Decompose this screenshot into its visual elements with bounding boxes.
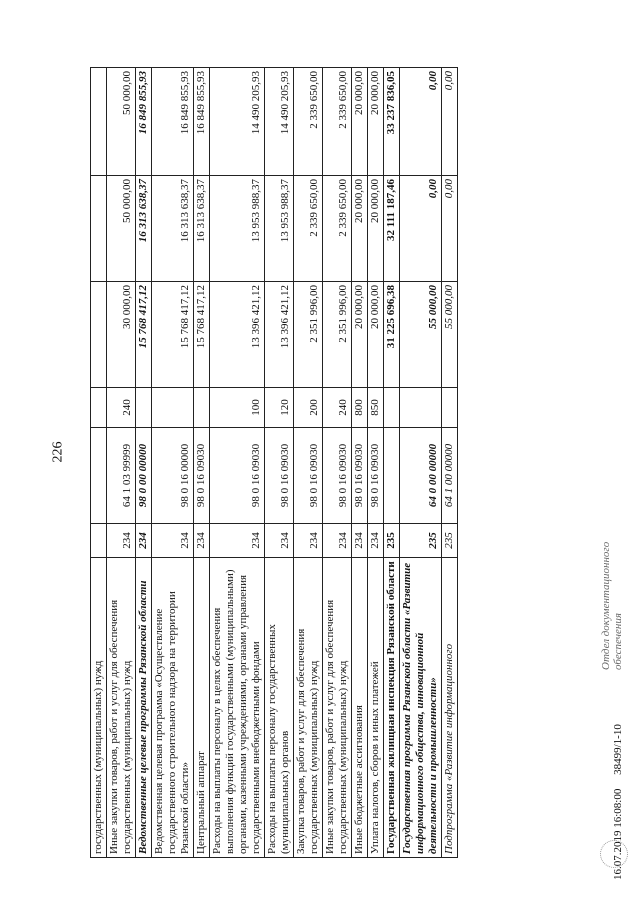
cell-csr: 98 0 16 09030 xyxy=(210,428,265,524)
cell-name: Иные закупки товаров, работ и услуг для обеспечения государственных (муниципальных) нужд xyxy=(107,558,136,858)
cell-v1 xyxy=(91,282,107,388)
cell-vr: 240 xyxy=(323,388,352,428)
cell-gr xyxy=(91,524,107,558)
cell-v2: 32 111 187,46 xyxy=(384,176,400,282)
cell-name: Уплата налогов, сборов и иных платежей xyxy=(368,558,384,858)
cell-gr: 234 xyxy=(368,524,384,558)
cell-v1: 13 396 421,12 xyxy=(265,282,294,388)
cell-csr xyxy=(384,428,400,524)
cell-v3: 20 000,00 xyxy=(352,68,368,176)
table-row xyxy=(442,68,458,858)
stamp-line-2: обеспечения xyxy=(612,613,624,670)
cell-v1: 15 768 417,12 xyxy=(152,282,194,388)
cell-v3: 2 339 650,00 xyxy=(323,68,352,176)
cell-v1: 15 768 417,12 xyxy=(136,282,152,388)
footer-date: 16.07.2019 16:08:00 xyxy=(612,788,624,880)
cell-gr: 234 xyxy=(136,524,152,558)
cell-v2: 0,00 xyxy=(400,176,442,282)
cell-v3: 0,00 xyxy=(442,68,458,176)
cell-csr: 98 0 16 09030 xyxy=(294,428,323,524)
table-row xyxy=(323,68,352,858)
cell-v3: 16 849 855,93 xyxy=(194,68,210,176)
stamp-line-1: Отдел документационного xyxy=(600,541,612,670)
cell-gr: 234 xyxy=(152,524,194,558)
cell-csr: 64 0 00 00000 xyxy=(400,428,442,524)
cell-vr xyxy=(400,388,442,428)
cell-vr xyxy=(91,388,107,428)
cell-v1: 2 351 996,00 xyxy=(323,282,352,388)
cell-v3 xyxy=(91,68,107,176)
table-row xyxy=(107,68,136,858)
cell-gr: 234 xyxy=(210,524,265,558)
cell-v3: 2 339 650,00 xyxy=(294,68,323,176)
table-row xyxy=(91,68,107,858)
cell-name: Иные бюджетные ассигнования xyxy=(352,558,368,858)
cell-v1: 20 000,00 xyxy=(368,282,384,388)
table-row xyxy=(136,68,152,858)
cell-name: Расходы на выплаты персоналу государственных (муниципальных) органов xyxy=(265,558,294,858)
cell-v3: 14 490 205,93 xyxy=(265,68,294,176)
footer-doc-id: 38499/1-10 xyxy=(612,724,624,775)
cell-csr: 64 1 03 99999 xyxy=(107,428,136,524)
cell-v2: 13 953 988,37 xyxy=(210,176,265,282)
cell-csr: 98 0 16 09030 xyxy=(352,428,368,524)
cell-name: Закупка товаров, работ и услуг для обеспечения государственных (муниципальных) нужд xyxy=(294,558,323,858)
cell-vr: 100 xyxy=(210,388,265,428)
cell-v2: 16 313 638,37 xyxy=(136,176,152,282)
table-row xyxy=(210,68,265,858)
table-row xyxy=(265,68,294,858)
cell-csr xyxy=(91,428,107,524)
cell-v3: 14 490 205,93 xyxy=(210,68,265,176)
cell-v3: 20 000,00 xyxy=(368,68,384,176)
table-row xyxy=(352,68,368,858)
cell-v2: 0,00 xyxy=(442,176,458,282)
cell-v1: 15 768 417,12 xyxy=(194,282,210,388)
cell-name: Подпрограмма «Развитие информационного xyxy=(442,558,458,858)
cell-v1: 31 225 696,38 xyxy=(384,282,400,388)
cell-vr xyxy=(136,388,152,428)
cell-v3: 0,00 xyxy=(400,68,442,176)
cell-v1: 13 396 421,12 xyxy=(210,282,265,388)
cell-vr: 240 xyxy=(107,388,136,428)
page-number: 226 xyxy=(50,441,66,463)
cell-vr: 800 xyxy=(352,388,368,428)
cell-name: Центральный аппарат xyxy=(194,558,210,858)
cell-v2: 50 000,00 xyxy=(107,176,136,282)
cell-v2: 16 313 638,37 xyxy=(194,176,210,282)
cell-name: государственных (муниципальных) нужд xyxy=(91,558,107,858)
cell-v2: 2 339 650,00 xyxy=(323,176,352,282)
cell-v2: 13 953 988,37 xyxy=(265,176,294,282)
cell-v1: 30 000,00 xyxy=(107,282,136,388)
budget-table-rotated xyxy=(90,68,540,858)
cell-v2 xyxy=(91,176,107,282)
cell-gr: 234 xyxy=(107,524,136,558)
cell-v3: 16 849 855,93 xyxy=(136,68,152,176)
cell-gr: 234 xyxy=(323,524,352,558)
budget-table xyxy=(90,67,458,858)
cell-v3: 50 000,00 xyxy=(107,68,136,176)
cell-name: Ведомственные целевые программы Рязанской области xyxy=(136,558,152,858)
cell-v2: 16 313 638,37 xyxy=(152,176,194,282)
cell-vr: 120 xyxy=(265,388,294,428)
cell-name: Ведомственная целевая программа «Осуществление государственного строительного надзора на территории Рязанской области» xyxy=(152,558,194,858)
table-row xyxy=(194,68,210,858)
cell-v1: 2 351 996,00 xyxy=(294,282,323,388)
cell-vr xyxy=(442,388,458,428)
cell-name: Государственная программа Рязанской области «Развитие информационного общества, инновационной деятельности и промышленности» xyxy=(400,558,442,858)
cell-csr: 98 0 16 09030 xyxy=(265,428,294,524)
cell-vr: 200 xyxy=(294,388,323,428)
cell-name: Расходы на выплаты персоналу в целях обеспечения выполнения функций государственными (муниципальными) органами, казенными учреждениями, органами управления государственными внебюджетными фондами xyxy=(210,558,265,858)
table-row xyxy=(152,68,194,858)
cell-csr: 98 0 00 00000 xyxy=(136,428,152,524)
table-row xyxy=(368,68,384,858)
cell-csr: 98 0 16 00000 xyxy=(152,428,194,524)
cell-v3: 16 849 855,93 xyxy=(152,68,194,176)
table-row xyxy=(294,68,323,858)
cell-gr: 234 xyxy=(294,524,323,558)
cell-csr: 98 0 16 09030 xyxy=(323,428,352,524)
table-row xyxy=(400,68,442,858)
cell-v1: 55 000,00 xyxy=(400,282,442,388)
footer xyxy=(612,724,624,880)
cell-csr: 98 0 16 09030 xyxy=(194,428,210,524)
cell-v3: 33 237 836,05 xyxy=(384,68,400,176)
table-row xyxy=(384,68,400,858)
cell-v2: 2 339 650,00 xyxy=(294,176,323,282)
cell-name: Государственная жилищная инспекция Рязанской области xyxy=(384,558,400,858)
cell-vr: 850 xyxy=(368,388,384,428)
cell-v2: 20 000,00 xyxy=(352,176,368,282)
cell-gr: 235 xyxy=(400,524,442,558)
cell-csr: 98 0 16 09030 xyxy=(368,428,384,524)
cell-name: Иные закупки товаров, работ и услуг для обеспечения государственных (муниципальных) нужд xyxy=(323,558,352,858)
cell-v1: 20 000,00 xyxy=(352,282,368,388)
cell-vr xyxy=(152,388,194,428)
cell-gr: 234 xyxy=(265,524,294,558)
cell-gr: 235 xyxy=(442,524,458,558)
cell-v1: 55 000,00 xyxy=(442,282,458,388)
cell-gr: 235 xyxy=(384,524,400,558)
cell-vr xyxy=(384,388,400,428)
cell-csr: 64 1 00 00000 xyxy=(442,428,458,524)
cell-v2: 20 000,00 xyxy=(368,176,384,282)
cell-gr: 234 xyxy=(352,524,368,558)
department-stamp xyxy=(600,542,624,670)
cell-vr xyxy=(194,388,210,428)
cell-gr: 234 xyxy=(194,524,210,558)
